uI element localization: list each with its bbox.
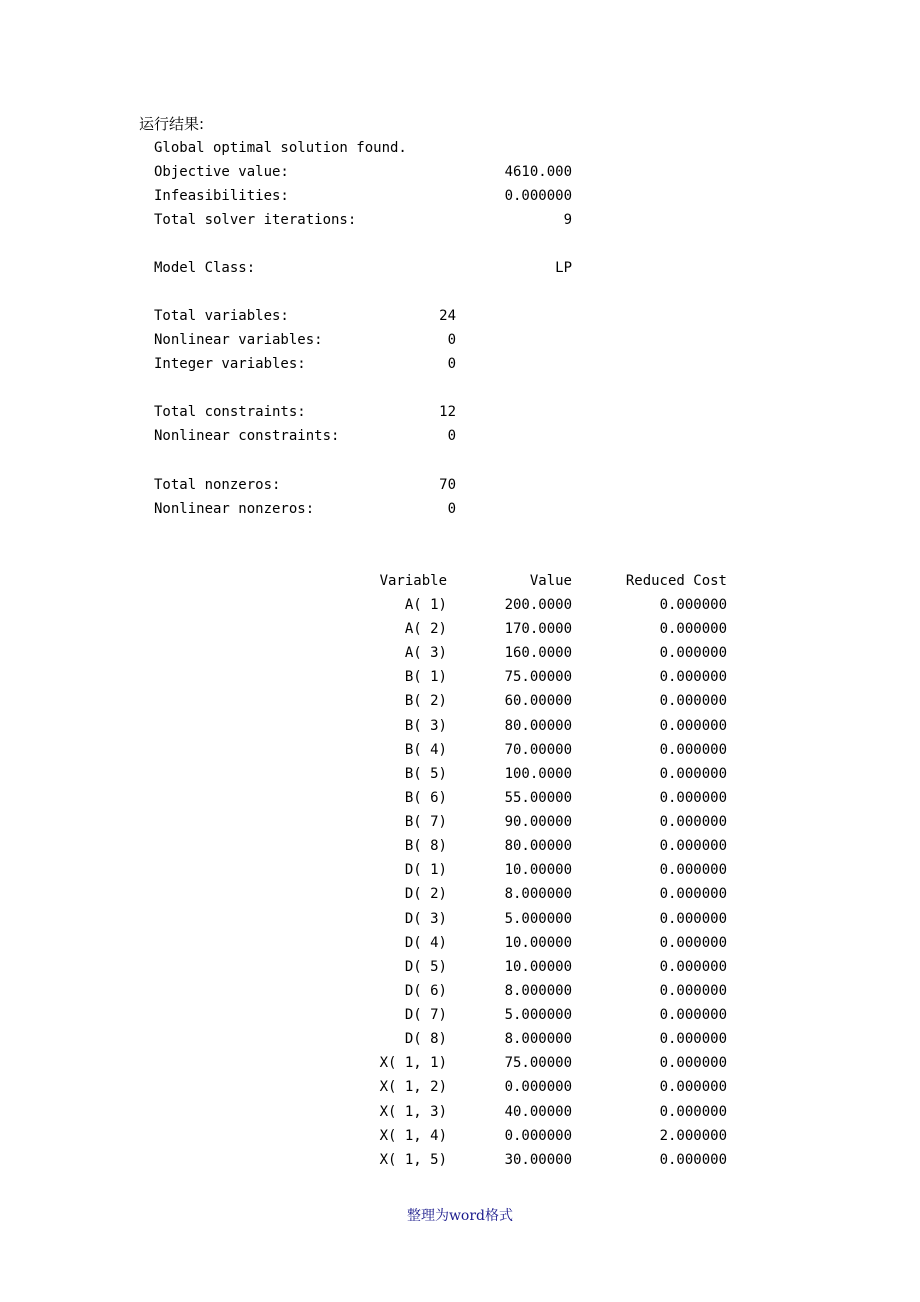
table-cell-reduced-cost: 0.000000 <box>659 645 727 661</box>
nonlinear-variables-value: 0 <box>447 332 456 348</box>
table-cell-value: 160.0000 <box>504 645 572 661</box>
model-class-label: Model Class: <box>154 260 256 276</box>
table-cell-variable: A( 1) <box>404 597 447 613</box>
table-cell-variable: X( 1, 2) <box>379 1079 447 1095</box>
nonlinear-constraints-label: Nonlinear constraints: <box>154 428 340 444</box>
table-cell-reduced-cost: 0.000000 <box>659 597 727 613</box>
table-cell-variable: B( 3) <box>404 718 447 734</box>
infeasibilities-value: 0.000000 <box>504 188 572 204</box>
iterations-label: Total solver iterations: <box>154 212 357 228</box>
table-cell-variable: B( 6) <box>404 790 447 806</box>
table-cell-value: 90.00000 <box>504 814 572 830</box>
table-cell-reduced-cost: 0.000000 <box>659 621 727 637</box>
table-cell-variable: D( 7) <box>404 1007 447 1023</box>
table-cell-reduced-cost: 0.000000 <box>659 790 727 806</box>
table-cell-reduced-cost: 0.000000 <box>659 1055 727 1071</box>
table-cell-variable: D( 2) <box>404 886 447 902</box>
table-header-reduced-cost: Reduced Cost <box>625 573 727 589</box>
table-cell-variable: X( 1, 5) <box>379 1152 447 1168</box>
table-cell-value: 8.000000 <box>504 886 572 902</box>
footer-note: 整理为word格式 <box>406 1208 514 1224</box>
nonlinear-variables-label: Nonlinear variables: <box>154 332 323 348</box>
table-cell-variable: A( 3) <box>404 645 447 661</box>
table-cell-reduced-cost: 0.000000 <box>659 838 727 854</box>
table-cell-value: 80.00000 <box>504 838 572 854</box>
table-cell-value: 60.00000 <box>504 693 572 709</box>
table-cell-variable: D( 5) <box>404 959 447 975</box>
table-cell-reduced-cost: 0.000000 <box>659 935 727 951</box>
table-cell-reduced-cost: 0.000000 <box>659 1152 727 1168</box>
total-nonzeros-value: 70 <box>439 477 456 493</box>
iterations-value: 9 <box>563 212 572 228</box>
table-cell-value: 5.000000 <box>504 1007 572 1023</box>
table-cell-variable: B( 4) <box>404 742 447 758</box>
model-class-value: LP <box>555 260 572 276</box>
nonlinear-nonzeros-value: 0 <box>447 501 456 517</box>
table-cell-reduced-cost: 0.000000 <box>659 1031 727 1047</box>
page-heading: 运行结果: <box>139 115 205 133</box>
table-cell-variable: D( 4) <box>404 935 447 951</box>
table-cell-variable: D( 6) <box>404 983 447 999</box>
table-cell-reduced-cost: 0.000000 <box>659 1079 727 1095</box>
table-cell-value: 80.00000 <box>504 718 572 734</box>
table-cell-reduced-cost: 2.000000 <box>659 1128 727 1144</box>
table-cell-reduced-cost: 0.000000 <box>659 766 727 782</box>
table-cell-value: 10.00000 <box>504 862 572 878</box>
table-cell-value: 200.0000 <box>504 597 572 613</box>
table-cell-value: 30.00000 <box>504 1152 572 1168</box>
table-cell-variable: D( 1) <box>404 862 447 878</box>
table-cell-value: 100.0000 <box>504 766 572 782</box>
table-cell-reduced-cost: 0.000000 <box>659 693 727 709</box>
table-cell-variable: B( 1) <box>404 669 447 685</box>
infeasibilities-label: Infeasibilities: <box>154 188 289 204</box>
table-cell-value: 170.0000 <box>504 621 572 637</box>
table-cell-reduced-cost: 0.000000 <box>659 669 727 685</box>
table-cell-value: 0.000000 <box>504 1128 572 1144</box>
table-cell-value: 0.000000 <box>504 1079 572 1095</box>
table-cell-reduced-cost: 0.000000 <box>659 814 727 830</box>
table-cell-value: 75.00000 <box>504 1055 572 1071</box>
table-cell-reduced-cost: 0.000000 <box>659 911 727 927</box>
table-header-value: Value <box>529 573 572 589</box>
table-cell-reduced-cost: 0.000000 <box>659 1104 727 1120</box>
table-cell-reduced-cost: 0.000000 <box>659 1007 727 1023</box>
nonlinear-nonzeros-label: Nonlinear nonzeros: <box>154 501 315 517</box>
total-constraints-label: Total constraints: <box>154 404 306 420</box>
total-variables-label: Total variables: <box>154 308 289 324</box>
table-cell-value: 75.00000 <box>504 669 572 685</box>
table-cell-variable: X( 1, 1) <box>379 1055 447 1071</box>
total-constraints-value: 12 <box>439 404 456 420</box>
table-header-variable: Variable <box>379 573 447 589</box>
table-cell-variable: X( 1, 4) <box>379 1128 447 1144</box>
table-cell-variable: B( 5) <box>404 766 447 782</box>
objective-value: 4610.000 <box>504 164 572 180</box>
table-cell-variable: X( 1, 3) <box>379 1104 447 1120</box>
nonlinear-constraints-value: 0 <box>447 428 456 444</box>
table-cell-value: 70.00000 <box>504 742 572 758</box>
table-cell-value: 55.00000 <box>504 790 572 806</box>
total-variables-value: 24 <box>439 308 456 324</box>
integer-variables-value: 0 <box>447 356 456 372</box>
table-cell-variable: B( 8) <box>404 838 447 854</box>
table-cell-variable: D( 8) <box>404 1031 447 1047</box>
table-cell-value: 40.00000 <box>504 1104 572 1120</box>
total-nonzeros-label: Total nonzeros: <box>154 477 281 493</box>
table-cell-reduced-cost: 0.000000 <box>659 959 727 975</box>
table-cell-reduced-cost: 0.000000 <box>659 983 727 999</box>
table-cell-reduced-cost: 0.000000 <box>659 862 727 878</box>
table-cell-value: 8.000000 <box>504 983 572 999</box>
table-cell-variable: B( 7) <box>404 814 447 830</box>
table-cell-reduced-cost: 0.000000 <box>659 886 727 902</box>
integer-variables-label: Integer variables: <box>154 356 306 372</box>
table-cell-variable: D( 3) <box>404 911 447 927</box>
table-cell-reduced-cost: 0.000000 <box>659 742 727 758</box>
table-cell-variable: A( 2) <box>404 621 447 637</box>
table-cell-value: 5.000000 <box>504 911 572 927</box>
status-line: Global optimal solution found. <box>154 140 407 156</box>
table-cell-value: 10.00000 <box>504 935 572 951</box>
table-cell-value: 10.00000 <box>504 959 572 975</box>
table-cell-value: 8.000000 <box>504 1031 572 1047</box>
objective-label: Objective value: <box>154 164 289 180</box>
table-cell-variable: B( 2) <box>404 693 447 709</box>
table-cell-reduced-cost: 0.000000 <box>659 718 727 734</box>
